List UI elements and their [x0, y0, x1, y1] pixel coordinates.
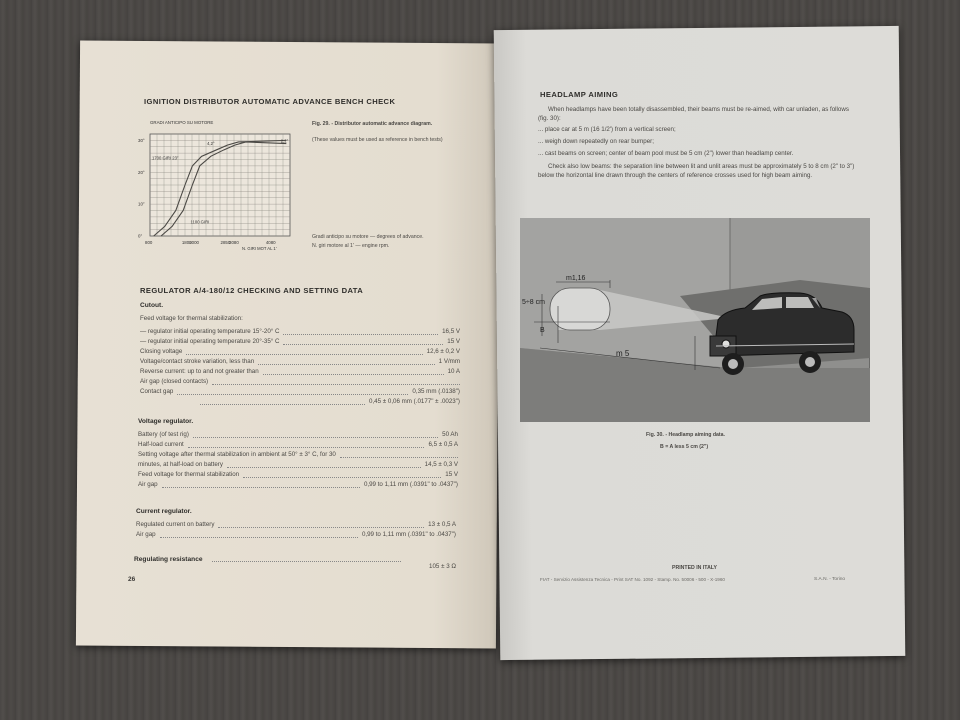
chart-annotation: 2,2°	[280, 138, 289, 144]
voltage-row-leader	[340, 456, 458, 458]
voltage-row-leader	[243, 476, 441, 478]
cutout-row-value: 16,5 V	[442, 328, 460, 335]
cutout-row	[140, 358, 460, 367]
beam-spot	[550, 288, 610, 330]
voltage-row-value: 50 Ah	[442, 431, 458, 438]
chart-annotation: 4,2°	[207, 141, 215, 147]
bullet-1: ... place car at 5 m (16 1/2') from a vertical screen;	[538, 126, 676, 133]
cutout-row-value: 10 A	[447, 368, 460, 375]
fig30-sub: B = A less 5 cm (2")	[660, 444, 709, 450]
chart-x-tick-label: 2850	[220, 240, 231, 245]
voltage-row	[138, 441, 458, 450]
chart-xlabel: N. GIRI MOT AL 1'	[242, 246, 277, 251]
label-5-8cm: 5÷8 cm	[522, 299, 545, 306]
regulator-title: REGULATOR A/4-180/12 CHECKING AND SETTING DATA	[140, 286, 364, 295]
chart-legend-line1: Gradi anticipo su motore — degrees of advance.	[312, 234, 424, 240]
current-row-value: 0,99 to 1,11 mm (.0391" to .0437")	[361, 531, 456, 538]
cutout-row-leader	[212, 383, 460, 385]
voltage-row-label: minutes, at half-load on battery	[138, 461, 223, 468]
chart-annotation: 1700 GIRI 23°	[152, 155, 179, 161]
cutout-row-leader	[177, 393, 408, 395]
chart-x-tick-label: 4080	[265, 240, 276, 245]
current-row-leader	[160, 536, 358, 538]
voltage-table	[138, 431, 458, 501]
cutout-row-leader	[186, 353, 422, 355]
voltage-row-leader	[188, 446, 425, 448]
label-b: B	[540, 327, 545, 334]
fig29-caption: Fig. 29. - Distributor automatic advance diagram.	[312, 121, 433, 127]
cutout-row	[140, 348, 460, 357]
headlamp-para2: Check also low beams: the separation line between lit and unlit areas must be approximately 5 to 8 cm (2" to 3") below the horizontal line drawn through the centers of reference crosses used for high beam aiming.	[538, 163, 855, 179]
voltage-row-value: 0,99 to 1,11 mm (.0391" to .0437")	[363, 481, 458, 488]
cutout-row-value: 12,6 ± 0,2 V	[426, 348, 460, 355]
voltage-row-leader	[227, 466, 421, 468]
resistance-value: 105 ± 3 Ω	[429, 563, 456, 570]
current-table	[136, 521, 456, 545]
voltage-row-label: Battery (of test rig)	[138, 431, 189, 438]
cutout-row-label: Contact gap	[140, 388, 174, 395]
cutout-row-label: Reverse current: up to and not greater than	[140, 368, 259, 375]
printed-in-italy: PRINTED IN ITALY	[672, 565, 717, 571]
cutout-heading: Cutout.	[140, 302, 164, 309]
current-row	[136, 531, 456, 540]
voltage-row	[138, 451, 458, 460]
voltage-row-label: Half-load current	[138, 441, 184, 448]
voltage-row-leader	[162, 486, 360, 488]
chart-ylabel: GRADI ANTICIPO SU MOTORE	[150, 120, 214, 125]
cutout-row-label: Air gap (closed contacts)	[140, 378, 209, 385]
voltage-row-value: 15 V	[445, 471, 458, 478]
label-m116: m1,16	[566, 275, 586, 282]
cutout-row-leader	[263, 373, 444, 375]
headlamp-aiming-figure	[520, 218, 870, 422]
bullet-3: ... cast beams on screen; center of beam pool must be 5 cm (2") lower than headlamp center.	[538, 150, 794, 157]
cutout-row-label: Closing voltage	[140, 348, 183, 355]
voltage-heading: Voltage regulator.	[138, 418, 194, 425]
current-row-leader	[218, 526, 424, 528]
cutout-row	[140, 378, 460, 387]
chart-x-tick-label: 1800	[181, 240, 192, 245]
back-wall	[520, 218, 730, 368]
chart-legend-line2: N. giri motore al 1' — engine rpm.	[312, 243, 390, 249]
voltage-row	[138, 431, 458, 440]
cutout-row-label: Voltage/contact stroke variation, less than	[140, 358, 255, 365]
cutout-feed-label: Feed voltage for thermal stabilization:	[140, 315, 243, 322]
resistance-heading: Regulating resistance	[134, 556, 203, 563]
cutout-row	[140, 368, 460, 377]
fig30-caption: Fig. 30. - Headlamp aiming data.	[646, 432, 725, 438]
voltage-row-label: Setting voltage after thermal stabilization in ambient at 50° ± 3° C, for 30	[138, 451, 336, 458]
voltage-row	[138, 481, 458, 490]
chart-y-tick-label: 10°	[138, 201, 145, 207]
voltage-row	[138, 461, 458, 470]
current-heading: Current regulator.	[136, 508, 192, 515]
voltage-row-leader	[193, 436, 438, 438]
distributor-advance-chart	[136, 116, 296, 256]
voltage-row-label: Air gap	[138, 481, 158, 488]
footer-left: FIAT - Servizio Assistenza Tecnica - Print SAT No. 1092 - Stamp. No. 50006 - 500 - X-1960	[540, 577, 725, 582]
cutout-row-value: 0,35 mm (.0138")	[412, 388, 460, 395]
chart-y-tick-label: 0°	[138, 233, 143, 239]
cutout-row-leader	[200, 403, 365, 405]
cutout-row	[140, 398, 460, 407]
headlamp-para1: When headlamps have been totally disassembled, their beams must be re-aimed, with car unladen, as follows (fig. 30):	[538, 106, 849, 122]
voltage-row-label: Feed voltage for thermal stabilization	[138, 471, 240, 478]
cutout-row-leader	[283, 343, 443, 345]
cutout-row-value: 15 V	[447, 338, 460, 345]
chart-y-tick-label: 30°	[138, 137, 145, 143]
chart-x-tick-label: 800	[145, 240, 153, 245]
cutout-row-leader	[283, 333, 438, 335]
cutout-row-label: — regulator initial operating temperature 15°-20° C	[140, 328, 280, 335]
resistance-dots	[212, 561, 401, 562]
current-row-label: Regulated current on battery	[136, 521, 215, 528]
chart-x-tick-label: 2000	[189, 240, 199, 245]
chart-y-tick-label: 20°	[138, 169, 145, 175]
headlamp-title: HEADLAMP AIMING	[540, 90, 619, 99]
fig29-note: (These values must be used as reference in bench tests)	[312, 137, 443, 143]
chart-annotation: 1100 GIRI	[190, 219, 210, 225]
voltage-row-value: 14,5 ± 0,3 V	[424, 461, 458, 468]
cutout-row-label: — regulator initial operating temperature 20°-35° C	[140, 338, 280, 345]
current-row-label: Air gap	[136, 531, 156, 538]
cutout-row-value: 0,45 ± 0,06 mm (.0177" ± .0023")	[369, 398, 460, 405]
cutout-table	[140, 328, 460, 408]
voltage-row	[138, 471, 458, 480]
current-row-value: 13 ± 0,5 A	[428, 521, 456, 528]
cutout-row-leader	[258, 363, 434, 365]
page-number: 26	[128, 576, 136, 583]
cutout-row	[140, 338, 460, 347]
chart-x-tick-label: 3080	[229, 240, 239, 245]
ignition-title: IGNITION DISTRIBUTOR AUTOMATIC ADVANCE BENCH CHECK	[144, 97, 396, 106]
cutout-row	[140, 328, 460, 337]
bullet-2: ... weigh down repeatedly on rear bumper;	[538, 138, 654, 145]
footer-right: S.A.N. - Torino	[814, 577, 846, 582]
cutout-row	[140, 388, 460, 397]
resistance-row	[134, 556, 456, 568]
label-m5: m 5	[616, 349, 630, 358]
voltage-row-value: 6,5 ± 0,5 A	[428, 441, 458, 448]
current-row	[136, 521, 456, 530]
cutout-row-value: 1 V/mm	[438, 358, 460, 365]
